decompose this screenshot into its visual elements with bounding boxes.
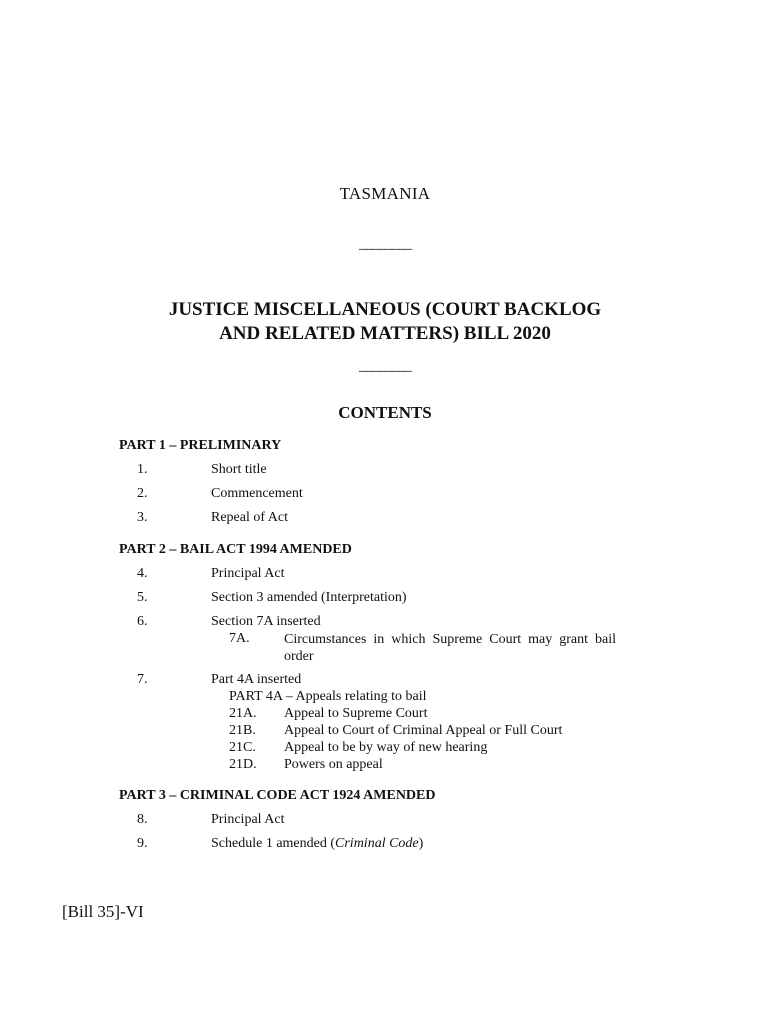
section-title-suffix: ) <box>418 836 424 851</box>
subsection-number: 7A. <box>229 631 250 646</box>
subsection-number: 21B. <box>229 723 256 738</box>
part-2-heading: PART 2 – BAIL ACT 1994 AMENDED <box>119 542 352 557</box>
subsection-number: 21C. <box>229 740 256 755</box>
section-title-prefix: Schedule 1 amended ( <box>211 836 336 851</box>
jurisdiction-heading: TASMANIA <box>339 184 431 203</box>
section-title-italic: Criminal Code <box>335 836 419 851</box>
section-title: Repeal of Act <box>211 510 288 525</box>
section-number: 6. <box>137 614 148 629</box>
bill-reference-footer: [Bill 35]-VI <box>62 902 144 921</box>
bill-title <box>0 298 770 346</box>
section-title: Principal Act <box>211 812 285 827</box>
section-number: 5. <box>137 590 148 605</box>
bill-title-line-2: AND RELATED MATTERS) BILL 2020 <box>219 323 551 344</box>
separator-rule-bottom: ________ <box>359 358 411 374</box>
section-title: Commencement <box>211 486 303 501</box>
separator-rule-top: ________ <box>359 236 411 252</box>
subsection-title: Circumstances in which Supreme Court may grant bail order <box>284 632 616 664</box>
part-3-heading: PART 3 – CRIMINAL CODE ACT 1924 AMENDED <box>119 788 436 803</box>
section-title <box>211 836 423 852</box>
section-title: Short title <box>211 462 267 477</box>
section-title: Section 7A inserted <box>211 614 321 629</box>
section-title: Principal Act <box>211 566 285 581</box>
section-number: 8. <box>137 812 148 827</box>
contents-heading: CONTENTS <box>338 403 432 422</box>
section-number: 4. <box>137 566 148 581</box>
subsection-number: 21D. <box>229 757 257 772</box>
subsection-title: Appeal to be by way of new hearing <box>284 740 488 755</box>
subsection-number: 21A. <box>229 706 257 721</box>
section-number: 3. <box>137 510 148 525</box>
subsection-title: Appeal to Court of Criminal Appeal or Full Court <box>284 723 563 738</box>
section-number: 1. <box>137 462 148 477</box>
section-number: 7. <box>137 672 148 687</box>
section-title: Section 3 amended (Interpretation) <box>211 590 407 605</box>
section-title: Part 4A inserted <box>211 672 302 687</box>
section-number: 9. <box>137 836 148 851</box>
subsection-title: Appeal to Supreme Court <box>284 706 428 721</box>
part-1-heading: PART 1 – PRELIMINARY <box>119 438 282 453</box>
bill-title-line-1: JUSTICE MISCELLANEOUS (COURT BACKLOG <box>168 299 602 320</box>
inserted-part-heading: PART 4A – Appeals relating to bail <box>229 689 427 704</box>
section-number: 2. <box>137 486 148 501</box>
subsection-title: Powers on appeal <box>284 757 383 772</box>
